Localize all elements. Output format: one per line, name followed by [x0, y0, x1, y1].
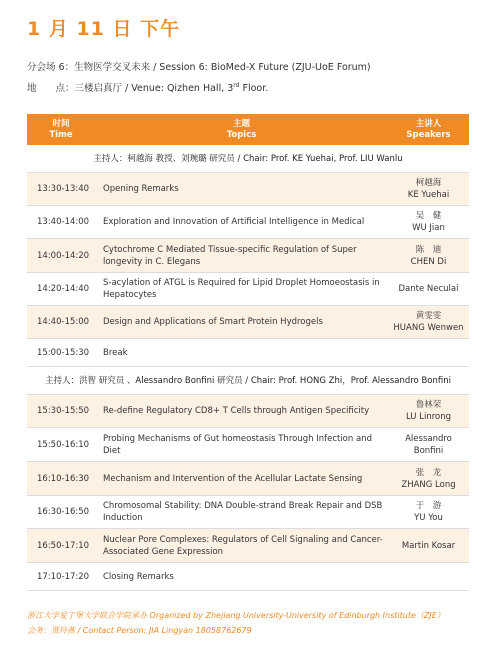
topic-cell: Cytochrome C Mediated Tissue-specific Regulation of Super longevity in C. Elegans — [95, 239, 388, 273]
chair-row — [27, 145, 469, 173]
speaker-name-en: ZHANG Long — [401, 479, 456, 490]
speaker-cell — [388, 428, 469, 462]
table-row — [27, 462, 469, 496]
speaker-name-cn: 黄雯雯 — [415, 311, 442, 321]
header-topics: 主题 Topics — [95, 114, 388, 145]
topic-cell: Mechanism and Intervention of the Acellular Lactate Sensing — [95, 462, 388, 496]
table-row — [27, 563, 469, 591]
table-row — [27, 273, 469, 306]
venue-sup: rd — [233, 81, 240, 89]
venue-suffix: Floor. — [239, 83, 269, 94]
topic-cell: S-acylation of ATGL is Required for Lipid Droplet Homoeostasis in Hepatocytes — [95, 273, 388, 306]
topic-cell: Chromosomal Stability: DNA Double-strand Break Repair and DSB Induction — [95, 496, 388, 529]
organizer-note: 浙江大学爱丁堡大学联合学院承办 Organized by Zhejiang University-University of Edinburgh Institute（ZJE） — [27, 611, 445, 620]
topic-cell: Opening Remarks — [95, 173, 388, 206]
speaker-name-cn: 鲁林荣 — [415, 400, 442, 410]
time-cell: 16:50-17:10 — [27, 529, 95, 563]
chair-row — [27, 367, 469, 395]
time-cell: 17:10-17:20 — [27, 563, 95, 591]
topic-cell: Probing Mechanisms of Gut homeostasis Through Infection and Diet — [95, 428, 388, 462]
speaker-cell — [388, 395, 469, 428]
speaker-name-en: HUANG Wenwen — [393, 323, 464, 333]
speaker-cell — [388, 273, 469, 306]
time-cell: 14:40-15:00 — [27, 306, 95, 339]
speaker-cell — [388, 339, 469, 367]
session-line: 分会场 6：生物医学交叉未来 / Session 6: BioMed-X Future (ZJU-UoE Forum) — [27, 62, 371, 73]
topic-cell: Break — [95, 339, 388, 367]
speaker-cell — [388, 496, 469, 529]
time-cell: 16:30-16:50 — [27, 496, 95, 529]
header-time: 时间 Time — [27, 114, 95, 145]
table-row — [27, 395, 469, 428]
venue-line — [27, 80, 268, 94]
speaker-cell — [388, 529, 469, 563]
topic-cell: Nuclear Pore Complexes: Regulators of Cell Signaling and Cancer-Associated Gene Expression — [95, 529, 388, 563]
time-cell: 13:30-13:40 — [27, 173, 95, 206]
chair-text: 主持人：洪智 研究员 、Alessandro Bonfini 研究员 / Chair: Prof. HONG Zhi，Prof. Alessandro Bonfini — [27, 367, 469, 395]
speaker-name-cn: 陈 迪 — [415, 244, 442, 255]
table-header — [27, 114, 469, 145]
topic-cell: Exploration and Innovation of Artificial Intelligence in Medical — [95, 206, 388, 239]
time-cell: 14:20-14:40 — [27, 273, 95, 306]
time-cell: 15:50-16:10 — [27, 428, 95, 462]
speaker-name-en: LU Linrong — [405, 412, 451, 422]
speaker-cell — [388, 239, 469, 273]
speaker-name-cn: 于 游 — [415, 501, 442, 511]
speaker-name-en: Alessandro Bonfini — [405, 433, 452, 456]
time-cell: 14:00-14:20 — [27, 239, 95, 273]
topic-cell: Design and Applications of Smart Protein Hydrogels — [95, 306, 388, 339]
speaker-cell — [388, 306, 469, 339]
schedule-table — [27, 114, 469, 591]
speaker-cell — [388, 206, 469, 239]
table-row — [27, 496, 469, 529]
header-speakers: 主讲人 Speakers — [388, 114, 469, 145]
speaker-name-en: Dante Neculai — [398, 284, 459, 294]
speaker-name-cn: 柯越海 — [415, 178, 442, 188]
speaker-cell — [388, 462, 469, 496]
speaker-name-cn: 张 龙 — [415, 467, 442, 478]
time-cell: 15:30-15:50 — [27, 395, 95, 428]
table-row — [27, 239, 469, 273]
speaker-name-en: YU You — [414, 513, 443, 523]
table-row — [27, 428, 469, 462]
time-cell: 13:40-14:00 — [27, 206, 95, 239]
contact-note: 会务：贾玲燕 / Contact Person: JIA Lingyan 18058762679 — [27, 626, 252, 635]
speaker-name-en: KE Yuehai — [407, 190, 450, 200]
table-row — [27, 206, 469, 239]
speaker-name-en: Martin Kosar — [401, 540, 456, 551]
table-row — [27, 173, 469, 206]
chair-text: 主持人：柯越海 教授、刘琬璐 研究员 / Chair: Prof. KE Yuehai, Prof. LIU Wanlu — [27, 145, 469, 173]
table-row — [27, 529, 469, 563]
speaker-cell — [388, 173, 469, 206]
speaker-name-en: WU Jian — [412, 223, 445, 233]
speaker-name-cn: 吴 健 — [415, 211, 442, 221]
time-cell: 16:10-16:30 — [27, 462, 95, 496]
table-row — [27, 306, 469, 339]
speaker-cell — [388, 563, 469, 591]
time-cell: 15:00-15:30 — [27, 339, 95, 367]
topic-cell: Re-define Regulatory CD8+ T Cells through Antigen Specificity — [95, 395, 388, 428]
page-title: 1 月 11 日 下午 — [27, 18, 181, 40]
venue-prefix: 地 点：三楼启真厅 / Venue: Qizhen Hall, 3 — [27, 83, 234, 94]
topic-cell: Closing Remarks — [95, 563, 388, 591]
table-row — [27, 339, 469, 367]
speaker-name-en: CHEN Di — [410, 256, 447, 267]
